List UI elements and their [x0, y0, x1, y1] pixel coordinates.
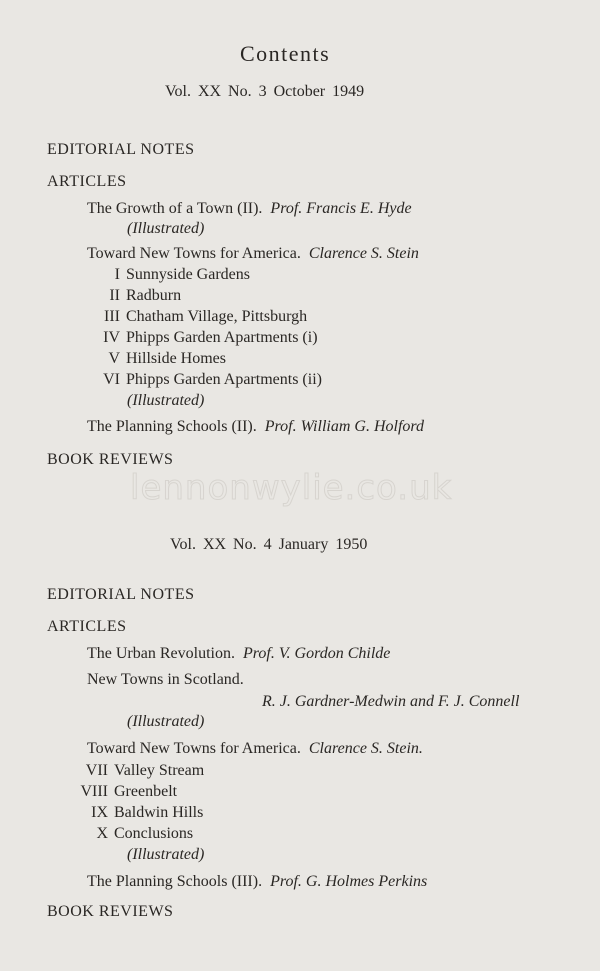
issue-1-articles-heading: ARTICLES: [47, 173, 127, 190]
issue-1-article-2: [87, 244, 419, 264]
illustrated-note: (Illustrated): [127, 846, 205, 863]
issue-2-article-1: [87, 644, 390, 664]
article-author: Clarence S. Stein.: [308, 740, 423, 757]
article-title: The Planning Schools (II).: [87, 418, 257, 435]
article-part: VII Valley Stream: [85, 762, 205, 779]
issue-2-article-2: New Towns in Scotland.: [87, 671, 244, 688]
issue-1-editorial-notes: EDITORIAL NOTES: [47, 141, 195, 158]
article-author: Prof. Francis E. Hyde: [270, 200, 412, 217]
article-part: V Hillside Homes: [108, 350, 226, 367]
illustrated-note: (Illustrated): [127, 220, 205, 237]
article-title: The Urban Revolution.: [87, 645, 235, 662]
issue-1-book-reviews: BOOK REVIEWS: [47, 451, 174, 468]
issue-2-article-3: [87, 739, 423, 759]
article-part: IV Phipps Garden Apartments (i): [103, 329, 318, 346]
article-part: VIII Greenbelt: [80, 783, 178, 800]
article-part: II Radburn: [109, 287, 182, 304]
illustrated-note: (Illustrated): [127, 392, 205, 409]
issue-2-heading: Vol. XX No. 4 January 1950: [170, 536, 368, 553]
illustrated-note: (Illustrated): [127, 713, 205, 730]
issue-1-heading: Vol. XX No. 3 October 1949: [165, 83, 365, 100]
issue-2-editorial-notes: EDITORIAL NOTES: [47, 586, 195, 603]
article-author: R. J. Gardner-Medwin and F. J. Connell: [262, 693, 520, 710]
issue-2-book-reviews: BOOK REVIEWS: [47, 903, 174, 920]
issue-1-article-1: [87, 199, 412, 219]
watermark: lennonwylie.co.uk: [130, 468, 453, 508]
article-author: Prof. G. Holmes Perkins: [270, 873, 428, 890]
article-title: Toward New Towns for America.: [87, 245, 301, 262]
article-author: Clarence S. Stein: [308, 245, 419, 262]
article-title: Toward New Towns for America.: [87, 740, 301, 757]
issue-2-article-4: [87, 872, 427, 892]
article-title: The Planning Schools (III).: [87, 873, 263, 890]
issue-2-articles-heading: ARTICLES: [47, 618, 127, 635]
page-title: Contents: [240, 41, 331, 66]
article-author: Prof. V. Gordon Childe: [242, 645, 391, 662]
issue-1-article-3: [87, 417, 424, 437]
article-part: I Sunnyside Gardens: [114, 266, 250, 283]
article-author: Prof. William G. Holford: [264, 418, 425, 435]
article-part: III Chatham Village, Pittsburgh: [104, 308, 308, 325]
article-title: The Growth of a Town (II).: [87, 200, 263, 217]
article-part: X Conclusions: [96, 825, 194, 842]
article-part: VI Phipps Garden Apartments (ii): [103, 371, 322, 388]
article-part: IX Baldwin Hills: [91, 804, 204, 821]
